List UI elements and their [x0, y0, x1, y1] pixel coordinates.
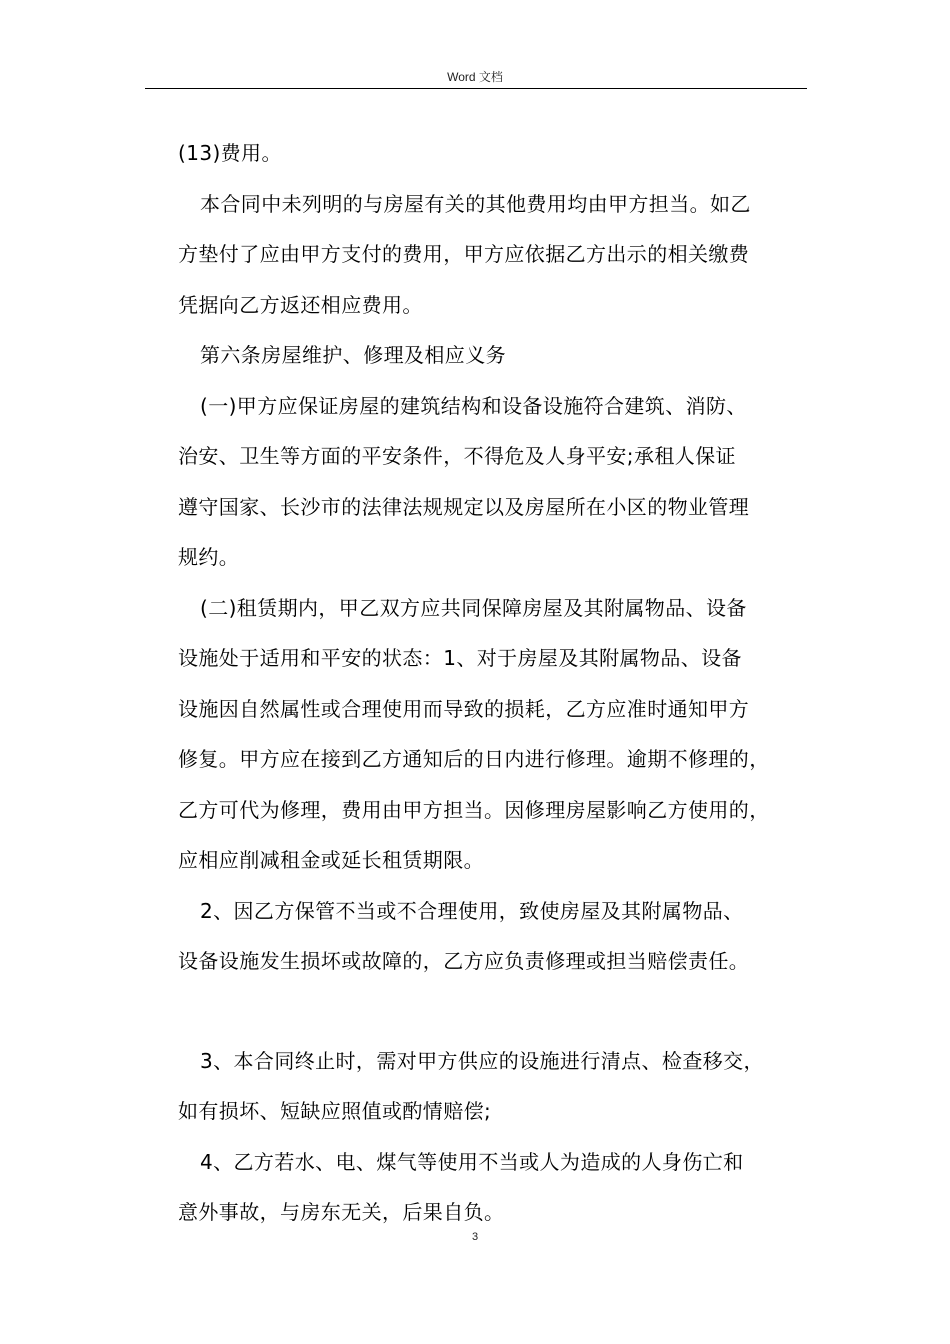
body-line: (二)租赁期内，甲乙双方应共同保障房屋及其附属物品、设备 [200, 595, 747, 620]
paragraph-gap [178, 987, 818, 1036]
header-divider [145, 88, 807, 89]
page-number: 3 [471, 1231, 479, 1243]
body-line: 乙方可代为修理，费用由甲方担当。因修理房屋影响乙方使用的， [178, 797, 770, 822]
body-line: 方垫付了应由甲方支付的费用，甲方应依据乙方出示的相关缴费 [178, 242, 750, 266]
document-body [178, 128, 818, 1238]
body-line: 设施因自然属性或合理使用而导致的损耗，乙方应准时通知甲方 [178, 696, 750, 721]
body-line: 3、本合同终止时，需对甲方供应的设施进行清点、检查移交， [200, 1048, 764, 1073]
body-line: 凭据向乙方返还相应费用。 [178, 292, 423, 317]
body-line: 设施处于适用和平安的状态：1、对于房屋及其附属物品、设备 [178, 646, 742, 670]
body-line: 修复。甲方应在接到乙方通知后的日内进行修理。逾期不修理的， [178, 747, 770, 771]
body-line: 2、因乙方保管不当或不合理使用，致使房屋及其附属物品、 [200, 898, 744, 923]
body-line: 应相应削减租金或延长租赁期限。 [178, 848, 484, 872]
body-line: (13)费用。 [178, 141, 282, 165]
body-line: 规约。 [178, 545, 240, 569]
page-header-title: Word 文档 [447, 70, 503, 84]
body-line: (一)甲方应保证房屋的建筑结构和设备设施符合建筑、消防、 [200, 393, 747, 418]
body-line: 如有损坏、短缺应照值或酌情赔偿; [178, 1099, 492, 1123]
body-line: 本合同中未列明的与房屋有关的其他费用均由甲方担当。如乙 [200, 191, 751, 216]
body-line: 意外事故，与房东无关，后果自负。 [178, 1200, 505, 1224]
body-line: 遵守国家、长沙市的法律法规规定以及房屋所在小区的物业管理 [178, 494, 750, 519]
body-line: 治安、卫生等方面的平安条件，不得危及人身平安;承租人保证 [178, 444, 736, 468]
section-heading: 第六条房屋维护、修理及相应义务 [200, 343, 506, 367]
body-line: 设备设施发生损坏或故障的，乙方应负责修理或担当赔偿责任。 [178, 949, 750, 973]
body-line: 4、乙方若水、电、煤气等使用不当或人为造成的人身伤亡和 [200, 1149, 744, 1174]
